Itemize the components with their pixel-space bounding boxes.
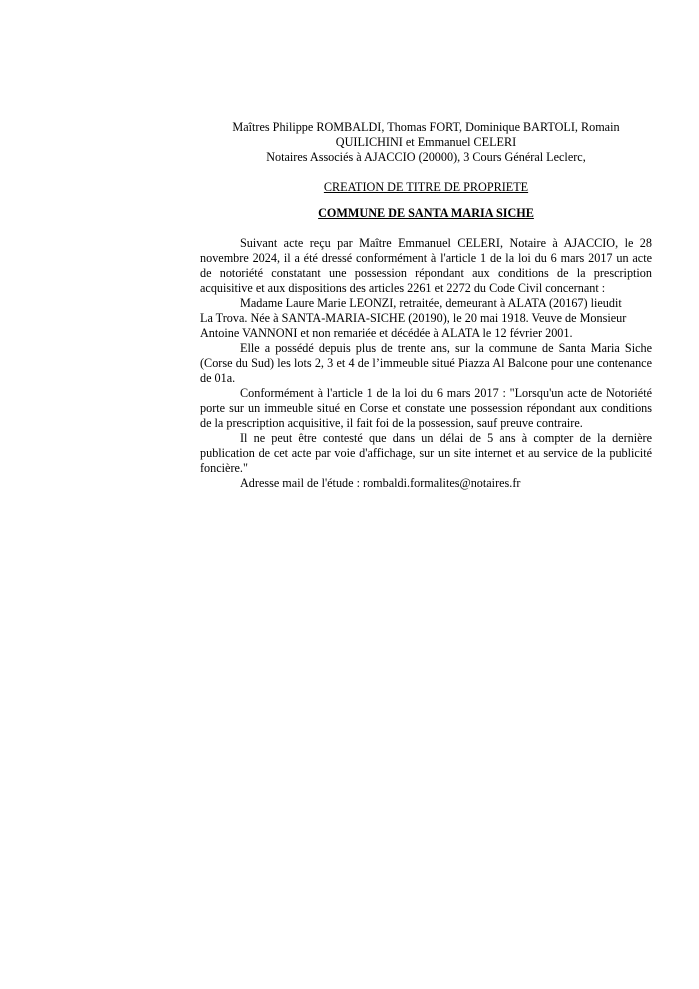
paragraph-law: Conformément à l'article 1 de la loi du 6 mars 2017 : "Lorsqu'un acte de Notoriété porte sur un immeuble situé en Corse et constate une possession répondant aux conditions de la prescription acquisitive, il fait foi de la possession, sauf preuve contraire. xyxy=(200,386,652,430)
header-line-2: QUILICHINI et Emmanuel CELERI xyxy=(335,135,517,149)
notary-header xyxy=(200,120,652,165)
document-title: COMMUNE DE SANTA MARIA SICHE xyxy=(318,206,534,220)
notice-content xyxy=(200,120,652,491)
paragraph-possession: Elle a possédé depuis plus de trente ans, sur la commune de Santa Maria Siche (Corse du Sud) les lots 2, 3 et 4 de l’immeuble situé Piazza Al Balcone pour une contenance de 01a. xyxy=(200,341,652,385)
paragraph-email: Adresse mail de l'étude : rombaldi.formalites@notaires.fr xyxy=(240,476,521,490)
owner-line-3: Antoine VANNONI et non remariée et décédée à ALATA le 12 février 2001. xyxy=(200,326,573,340)
owner-line-1: Madame Laure Marie LEONZI, retraitée, demeurant à ALATA (20167) lieudit xyxy=(240,296,622,310)
header-line-1: Maîtres Philippe ROMBALDI, Thomas FORT, Dominique BARTOLI, Romain xyxy=(232,120,620,134)
document-body xyxy=(200,236,652,491)
header-line-3: Notaires Associés à AJACCIO (20000), 3 Cours Général Leclerc, xyxy=(266,150,586,164)
document-subtitle: CREATION DE TITRE DE PROPRIETE xyxy=(323,180,529,194)
paragraph-contest: Il ne peut être contesté que dans un délai de 5 ans à compter de la dernière publication de cet acte par voie d'affichage, sur un site internet et au service de la publicité foncière." xyxy=(200,431,652,475)
owner-line-2: La Trova. Née à SANTA-MARIA-SICHE (20190), le 20 mai 1918. Veuve de Monsieur xyxy=(200,311,627,325)
paragraph-deed: Suivant acte reçu par Maître Emmanuel CELERI, Notaire à AJACCIO, le 28 novembre 2024, il a été dressé conformément à l'article 1 de la loi du 6 mars 2017 un acte de notoriété constatant une possession répondant aux conditions de la prescription acquisitive et aux dispositions des articles 2261 et 2272 du Code Civil concernant : xyxy=(200,236,652,295)
